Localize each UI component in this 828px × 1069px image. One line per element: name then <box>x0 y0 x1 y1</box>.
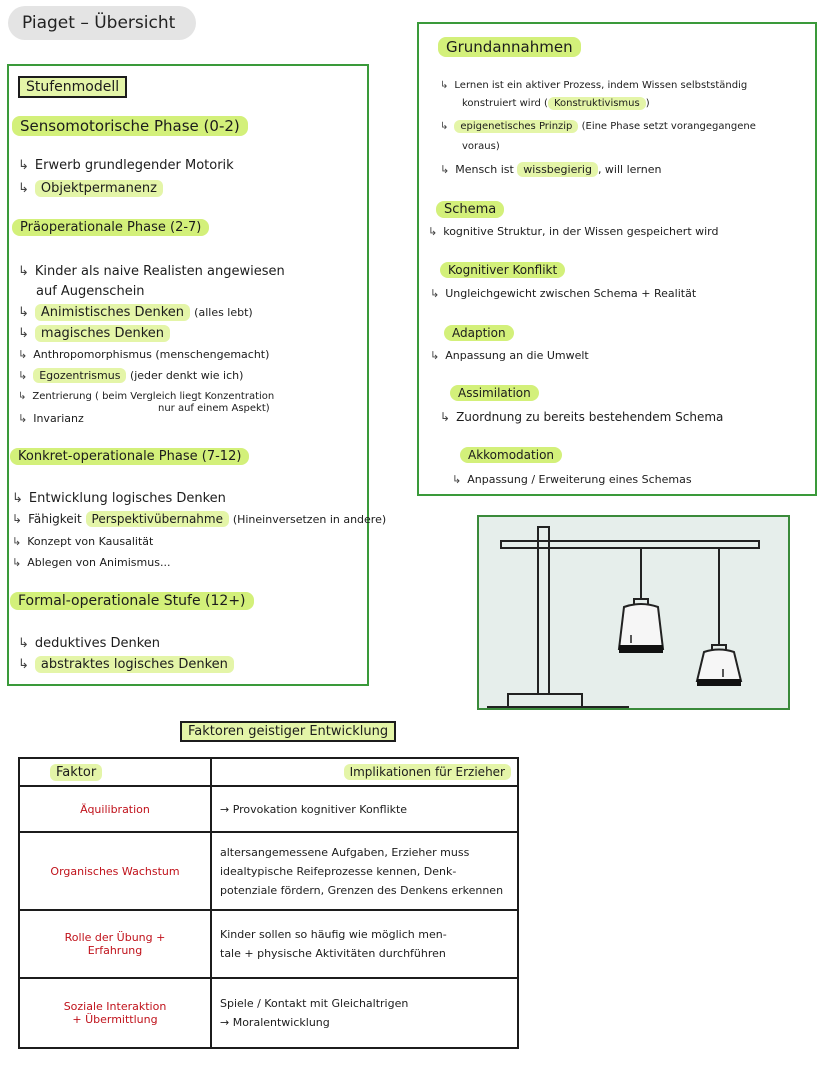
implication-text: Spiele / Kontakt mit Gleichaltrigen <box>220 997 409 1010</box>
phase1-item: ↳ Objektpermanenz <box>18 181 163 196</box>
adaption-heading: Adaption <box>444 326 514 340</box>
faktoren-title: Faktoren geistiger Entwicklung <box>180 721 396 742</box>
grund-item: voraus) <box>462 141 500 152</box>
implication-cell <box>211 786 518 832</box>
arrow-icon: ↳ <box>18 305 29 320</box>
arrow-icon: ↳ <box>12 535 22 548</box>
implication-text: → Provokation kognitiver Konflikte <box>220 802 408 816</box>
balance-illustration <box>477 515 790 710</box>
factor-text: Organisches Wachstum <box>50 864 180 878</box>
arrow-icon: ↳ <box>18 391 27 402</box>
arrow-icon: ↳ <box>430 349 440 362</box>
implication-cell <box>211 978 518 1048</box>
implication-text: → Moralentwicklung <box>220 1016 330 1029</box>
phase1-heading: Sensomotorische Phase (0-2) <box>12 117 248 135</box>
grundannahmen-title: Grundannahmen <box>438 38 581 56</box>
factor-cell <box>19 910 211 978</box>
arrow-icon: ↳ <box>18 264 29 279</box>
arrow-icon: ↳ <box>440 80 449 91</box>
arrow-icon: ↳ <box>18 181 29 196</box>
assimilation-heading: Assimilation <box>450 386 539 400</box>
phase4-item: ↳ deduktives Denken <box>18 636 161 651</box>
page-title: Piaget – Übersicht <box>8 6 196 40</box>
implication-cell <box>211 910 518 978</box>
phase4-item: ↳ abstraktes logisches Denken <box>18 657 234 672</box>
factor-text: + Übermittlung <box>72 1013 158 1026</box>
phase2-item: ↳ Invarianz <box>18 412 84 425</box>
arrow-icon: ↳ <box>18 158 29 173</box>
phase3-item: ↳ Ablegen von Animismus... <box>12 556 171 569</box>
stufenmodell-title: Stufenmodell <box>18 76 127 98</box>
grund-item: konstruiert wird ( Konstruktivismus ) <box>462 98 650 109</box>
phase2-item: ↳ Egozentrismus (jeder denkt wie ich) <box>18 369 244 382</box>
phase2-item: ↳ Animistisches Denken (alles lebt) <box>18 305 253 320</box>
arrow-icon: ↳ <box>428 225 438 238</box>
implication-text: potenziale fördern, Grenzen des Denkens erkennen <box>220 883 504 897</box>
phase2-item: ↳ magisches Denken <box>18 326 170 341</box>
arrow-icon: ↳ <box>18 636 29 651</box>
phase4-heading: Formal-operationale Stufe (12+) <box>10 593 254 609</box>
grundannahmen-box <box>417 22 817 496</box>
table-row <box>19 832 518 910</box>
phase3-item: ↳ Fähigkeit Perspektivübernahme (Hineinversetzen in andere) <box>12 512 387 526</box>
implication-cell <box>211 832 518 910</box>
arrow-icon: ↳ <box>430 287 440 300</box>
grund-item: ↳ epigenetisches Prinzip (Eine Phase setzt vorangegangene <box>440 121 756 132</box>
phase2-item: ↳ Anthropomorphismus (menschengemacht) <box>18 348 270 361</box>
arrow-icon: ↳ <box>18 326 29 341</box>
phase1-item: ↳ Erwerb grundlegender Motorik <box>18 158 234 173</box>
schema-text: ↳ kognitive Struktur, in der Wissen gespeichert wird <box>428 225 719 238</box>
factor-text: Äquilibration <box>80 802 150 816</box>
table-row <box>19 910 518 978</box>
grund-item: ↳ Lernen ist ein aktiver Prozess, indem Wissen selbstständig <box>440 80 748 91</box>
factor-cell <box>19 978 211 1048</box>
arrow-icon: ↳ <box>18 657 29 672</box>
akkomodation-heading: Akkomodation <box>460 448 562 462</box>
balance-scale-icon <box>479 517 788 708</box>
adaption-text: ↳ Anpassung an die Umwelt <box>430 349 589 362</box>
phase2-heading: Präoperationale Phase (2-7) <box>12 220 209 235</box>
arrow-icon: ↳ <box>12 556 22 569</box>
column-header-factor: Faktor <box>19 758 211 786</box>
assimilation-text: ↳ Zuordnung zu bereits bestehendem Schema <box>440 410 724 424</box>
phase2-item: auf Augenschein <box>36 284 145 299</box>
factor-text: Erfahrung <box>87 944 143 957</box>
table-row <box>19 786 518 832</box>
column-header-implications: Implikationen für Erzieher <box>211 758 518 786</box>
grund-item: ↳ Mensch ist wissbegierig , will lernen <box>440 163 662 176</box>
phase3-item: ↳ Konzept von Kausalität <box>12 535 154 548</box>
schema-heading: Schema <box>436 202 504 217</box>
konflikt-text: ↳ Ungleichgewicht zwischen Schema + Realität <box>430 287 697 300</box>
arrow-icon: ↳ <box>18 369 28 382</box>
factor-cell <box>19 832 211 910</box>
arrow-icon: ↳ <box>12 512 23 526</box>
arrow-icon: ↳ <box>12 491 23 506</box>
akkomodation-text: ↳ Anpassung / Erweiterung eines Schemas <box>452 473 692 486</box>
table-row <box>19 978 518 1048</box>
phase2-item: nur auf einem Aspekt) <box>158 403 270 414</box>
arrow-icon: ↳ <box>18 412 28 425</box>
implication-text: altersangemessene Aufgaben, Erzieher muss <box>220 845 470 859</box>
phase3-heading: Konkret-operationale Phase (7-12) <box>10 449 249 464</box>
arrow-icon: ↳ <box>452 473 462 486</box>
factor-text: Rolle der Übung + <box>64 931 166 944</box>
konflikt-heading: Kognitiver Konflikt <box>440 263 565 277</box>
factor-cell <box>19 786 211 832</box>
table-header-row <box>19 758 518 786</box>
faktoren-table <box>18 757 519 1049</box>
factor-text: Soziale Interaktion <box>63 1000 167 1013</box>
arrow-icon: ↳ <box>18 348 28 361</box>
arrow-icon: ↳ <box>440 410 451 424</box>
implication-text: tale + physische Aktivitäten durchführen <box>220 947 446 960</box>
phase2-item: ↳ Zentrierung ( beim Vergleich liegt Konzentration <box>18 391 275 402</box>
arrow-icon: ↳ <box>440 121 449 132</box>
implication-text: idealtypische Reifeprozesse kennen, Denk- <box>220 864 457 878</box>
phase3-item: ↳ Entwicklung logisches Denken <box>12 491 226 506</box>
implication-text: Kinder sollen so häufig wie möglich men- <box>220 928 447 941</box>
phase2-item: ↳ Kinder als naive Realisten angewiesen <box>18 264 285 279</box>
arrow-icon: ↳ <box>440 163 450 176</box>
